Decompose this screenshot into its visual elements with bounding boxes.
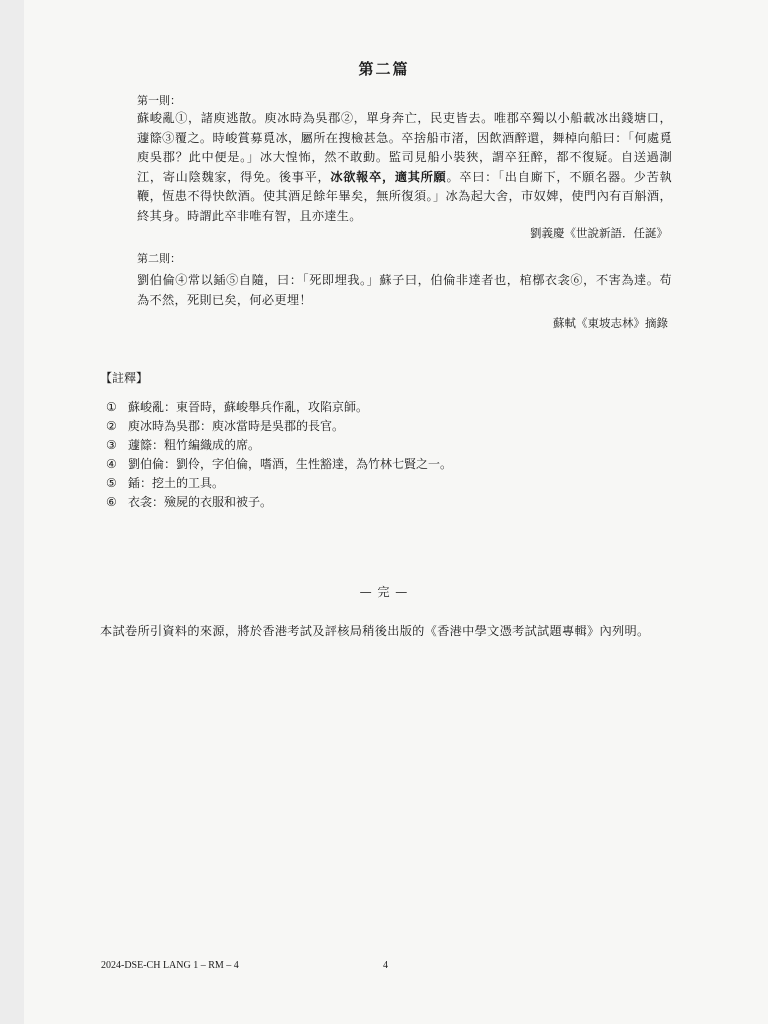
closing-note: 本試卷所引資料的來源，將於香港考試及評核局稍後出版的《香港中學文憑考試試題專輯》內列明。 (100, 624, 650, 638)
passage-1-text (137, 109, 672, 226)
note-number: ⑥ (106, 495, 117, 509)
footer-page-number: 4 (383, 960, 388, 971)
note-text: 鍤：挖土的工具。 (128, 476, 225, 490)
end-mark: — 完 — (359, 585, 409, 599)
note-number: ⑤ (106, 476, 117, 490)
note-item (106, 417, 452, 436)
footer-paper-code: 2024-DSE-CH LANG 1 – RM – 4 (101, 960, 239, 971)
passage-1-text-after: 。卒曰：「出自廝下，不願名器。少苦執鞭，恆患不得快飲酒。使其酒足餘年畢矣，無所復須。」冰為起大舍，市奴婢，使門內有百斛酒，終其身。時謂此卒非唯有智，且亦達生。 (137, 169, 672, 223)
note-text: 蘧篨：粗竹編織成的席。 (128, 438, 261, 452)
note-number: ① (106, 400, 117, 414)
passage-1-label: 第一則： (137, 94, 181, 107)
page-title: 第二篇 (358, 60, 410, 78)
note-item (106, 398, 452, 417)
note-number: ④ (106, 457, 117, 471)
note-text: 庾冰時為吳郡：庾冰當時是吳郡的長官。 (128, 419, 345, 433)
passage-2-text: 劉伯倫④常以鍤⑤自隨，曰：「死即埋我。」蘇子曰，伯倫非達者也，棺槨衣衾⑥，不害為達。苟為不然，死則已矣，何必更埋！ (137, 273, 672, 307)
note-text: 劉伯倫：劉伶，字伯倫，嗜酒，生性豁達，為竹林七賢之一。 (128, 457, 453, 471)
note-item (106, 493, 452, 512)
note-number: ② (106, 419, 117, 433)
passage-2-source: 蘇軾《東坡志林》摘錄 (553, 316, 668, 330)
note-text: 衣衾：殮屍的衣服和被子。 (128, 495, 273, 509)
passage-1-text-before: 蘇峻亂①，諸庾逃散。庾冰時為吳郡②，單身奔亡，民吏皆去。唯郡卒獨以小船載冰出錢塘口，蘧篨③覆之。時峻賞募覓冰，屬所在搜檢甚急。卒捨船市渚，因飲酒醉還，舞棹向船曰：「何處覓庾吳郡？此中便是。」冰大惶怖，然不敢動。監司見船小裝狹，謂卒狂醉，都不復疑。自送過淛江，寄山陰魏家，得免。後事平， (137, 111, 672, 184)
notes-list (106, 398, 452, 512)
passage-1-source: 劉義慶《世說新語．任誕》 (530, 226, 668, 240)
note-text: 蘇峻亂：東晉時，蘇峻舉兵作亂，攻陷京師。 (128, 400, 369, 414)
passage-2-label: 第二則： (137, 252, 181, 265)
note-item (106, 474, 452, 493)
note-number: ③ (106, 438, 117, 452)
note-item (106, 455, 452, 474)
passage-1-emphasis: 冰欲報卒，適其所願 (330, 169, 447, 184)
note-item (106, 436, 452, 455)
notes-heading: 【註釋】 (100, 371, 149, 385)
